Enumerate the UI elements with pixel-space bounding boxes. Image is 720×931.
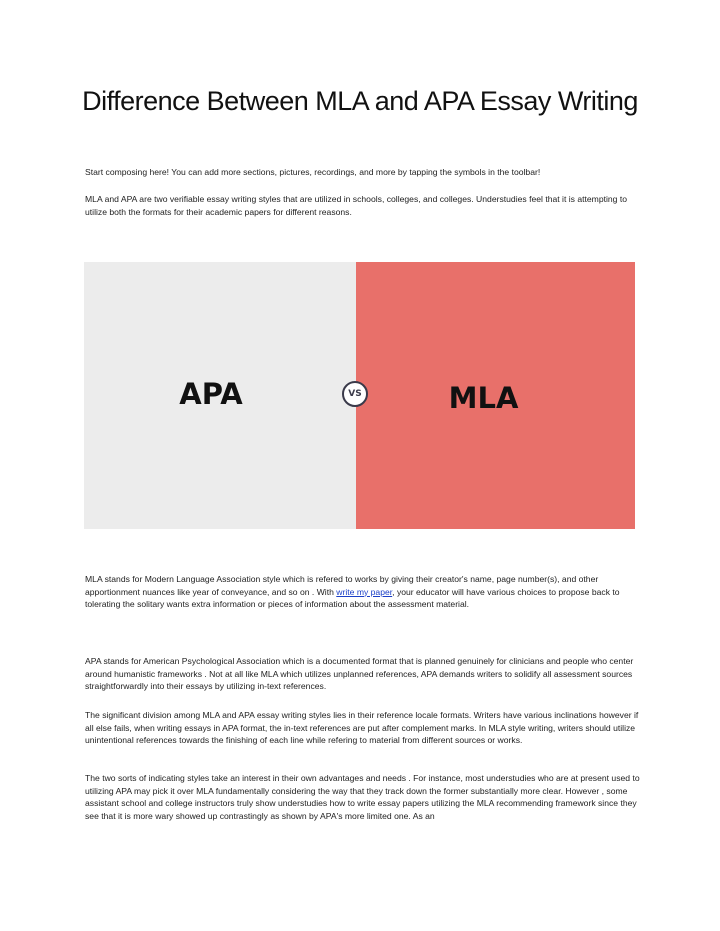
- paragraph-advantages: The two sorts of indicating styles take an interest in their own advantages and needs . For instance, most understudies who are at present used to utilizing APA may pick it over MLA fundamentally considering the way that they track down the former substantially more clear. However , some assistant school and college instructors truly show understudies how to write essay papers utilizing the MLA recommending framework since they see that it is more wary showed up contrastingly as shown by APA's more limited one. As an: [85, 773, 640, 821]
- vs-badge: [342, 381, 368, 407]
- apa-label: APA: [179, 376, 243, 411]
- paragraph-mla-definition: [85, 573, 640, 611]
- paragraph-reference-formats: The significant division among MLA and APA essay writing styles lies in their reference locale formats. Writers have various inclinations however if all else fails, when writing essays in APA format, the in-text references are put after complement marks. In MLA style writing, writers should utilize unintentional references towards the finishing of each line while refering to material from different sources or works.: [85, 710, 639, 746]
- write-my-paper-link[interactable]: write my paper: [336, 586, 393, 597]
- paragraph-mla-apa-overview: MLA and APA are two verifiable essay writing styles that are utilized in schools, colleges, and colleges. Understudies feel that it is attempting to utilize both the formats for their academic papers for different reasons.: [85, 194, 628, 217]
- paragraph-mla-text-end: , your educator will have various choices to propose back to tolerating the solitary wants extra information or pieces of information about the assessment material.: [85, 586, 620, 610]
- apa-panel: [84, 262, 356, 529]
- page-title: Difference Between MLA and APA Essay Writing: [82, 86, 638, 116]
- intro-paragraph: Start composing here! You can add more sections, pictures, recordings, and more by tapping the symbols in the toolbar!: [85, 167, 541, 177]
- mla-panel: [356, 262, 635, 529]
- vs-label: VS: [348, 389, 362, 399]
- paragraph-apa-definition: APA stands for American Psychological Association which is a documented format that is planned genuinely for clinicians and people who center around humanistic frameworks . Not at all like MLA which utilizes unplanned references, APA demands writers to solidify all assessment sources straightforwardly into their essays by utilizing in-text references.: [85, 656, 634, 692]
- mla-label: MLA: [448, 380, 519, 415]
- paragraph-mla-text-start: MLA stands for Modern Language Association style which is refered to works by giving their creator's name, page number(s), and other apportionment nuances like year of conveyance, and so on . With: [85, 574, 599, 597]
